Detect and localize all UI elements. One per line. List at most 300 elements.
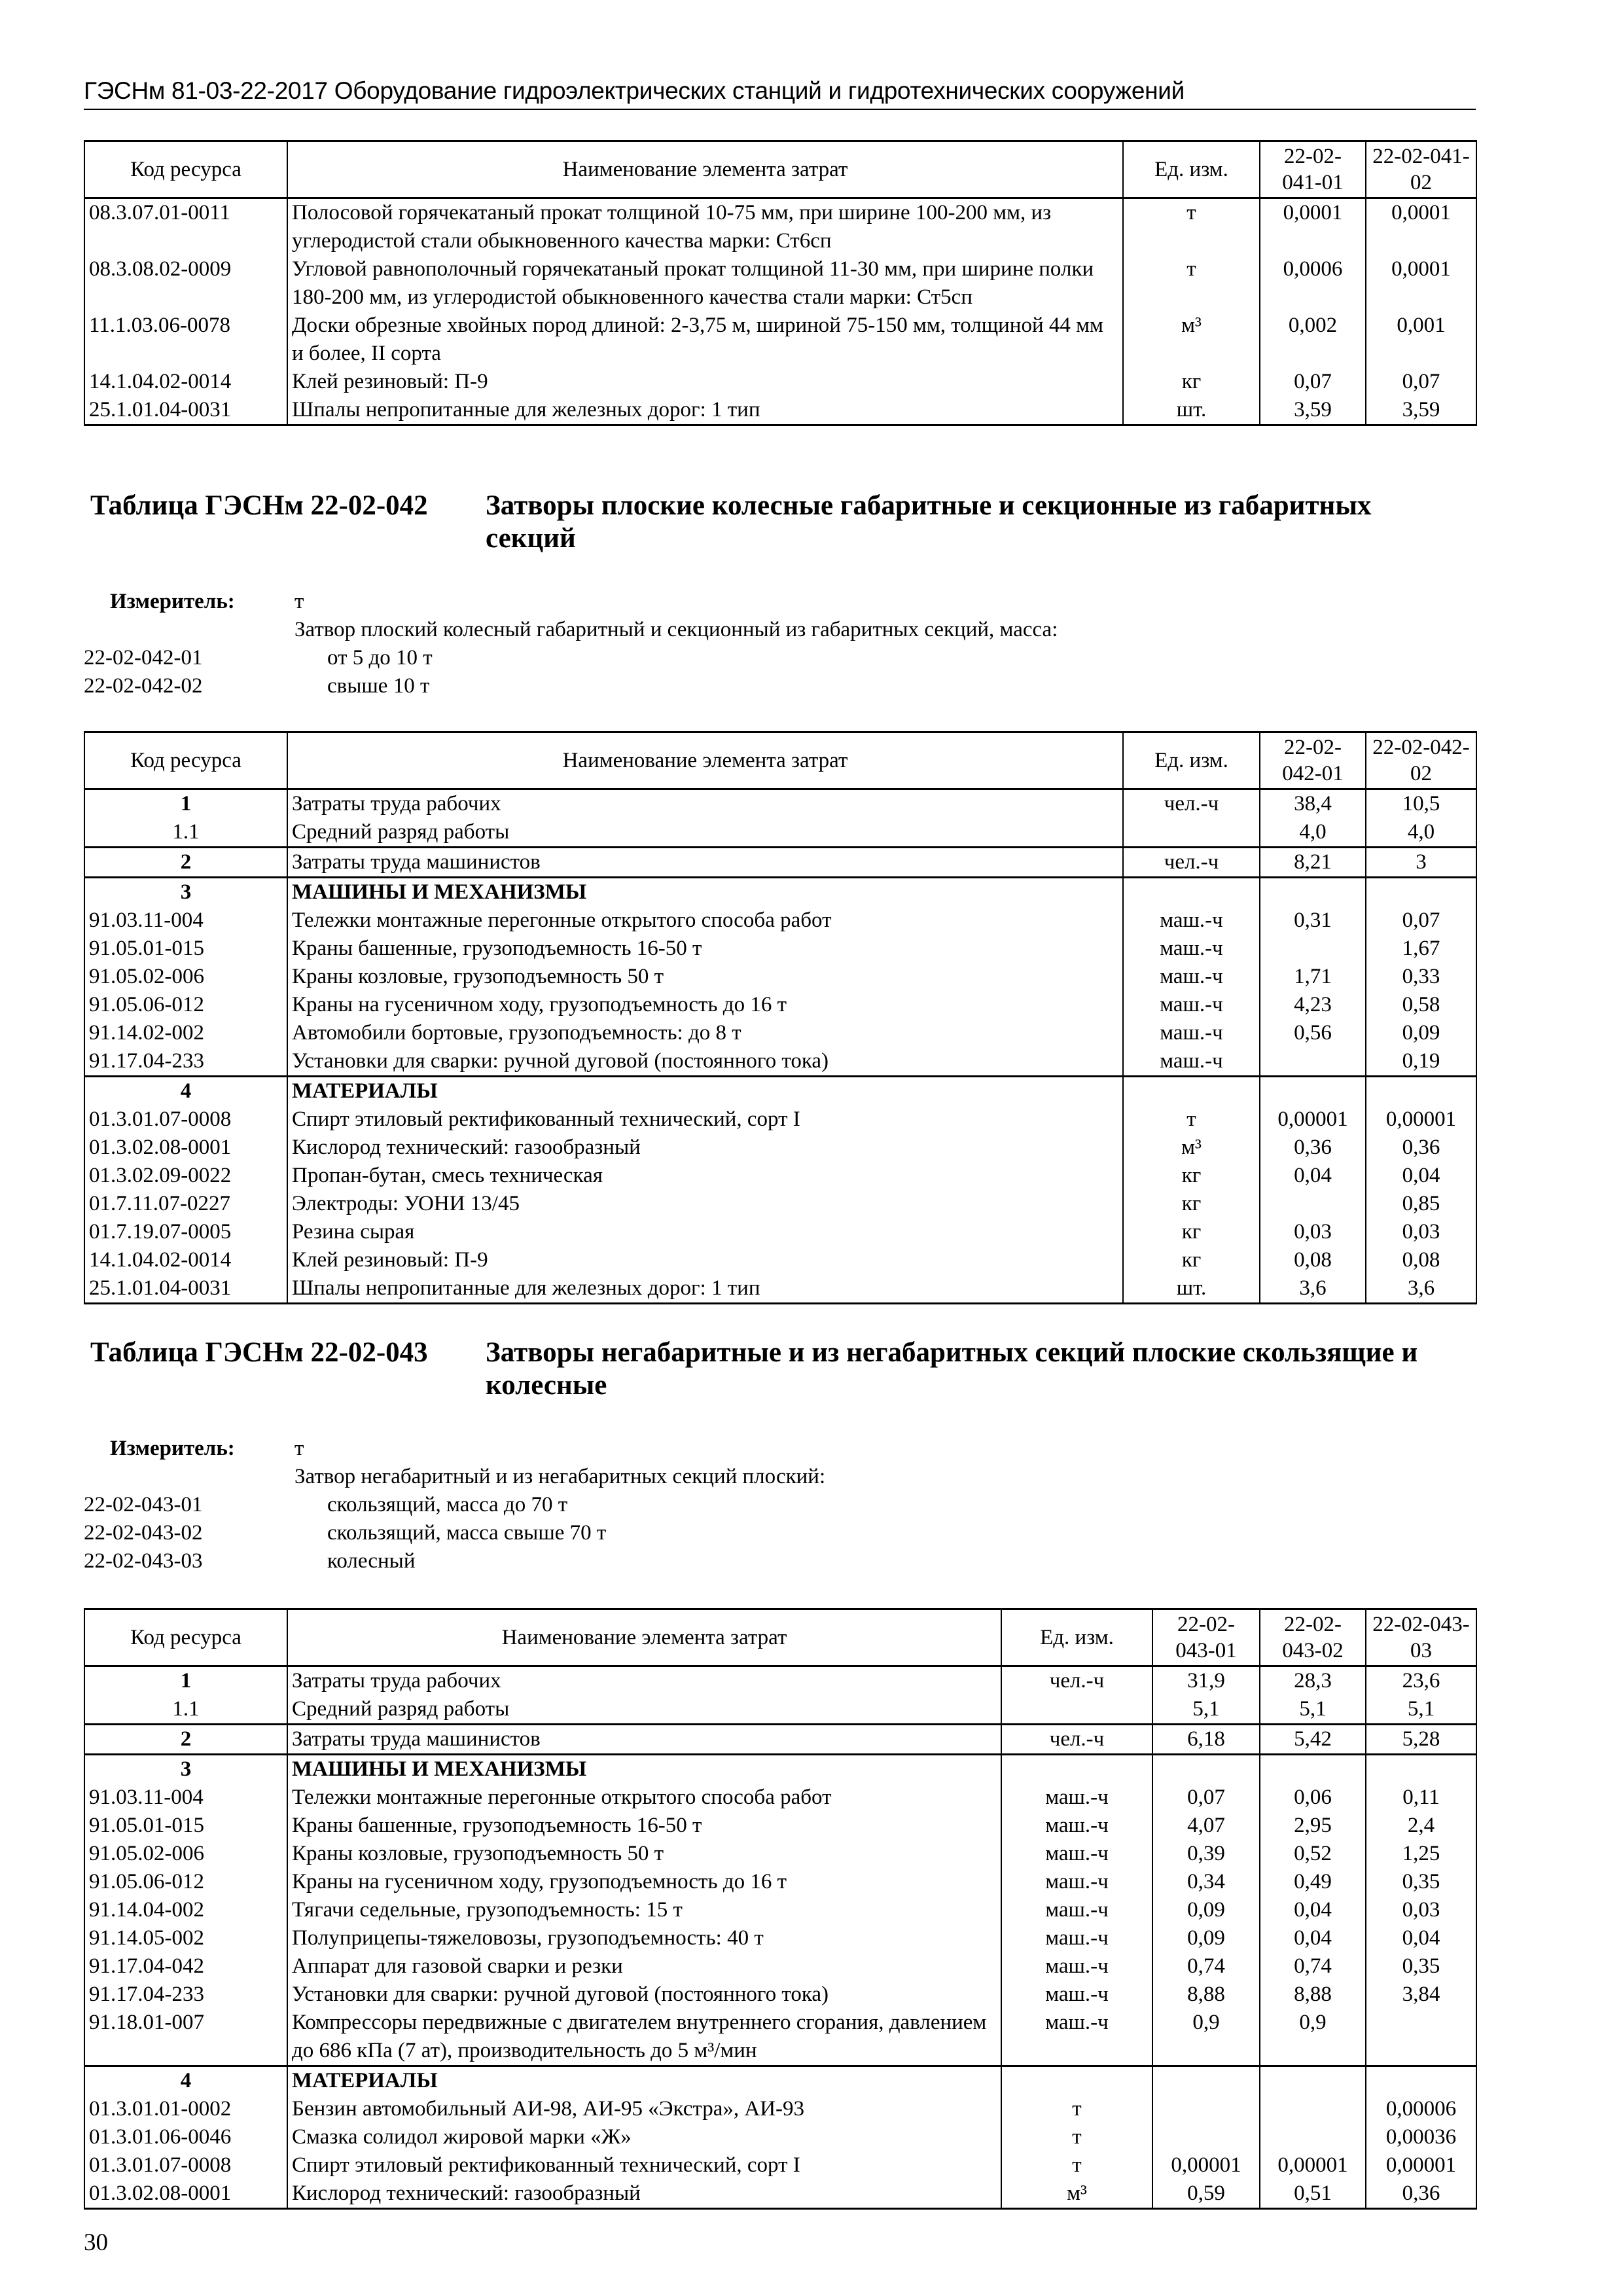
table-row <box>84 2179 1476 2209</box>
norm-value: 0,00036 <box>1366 2123 1476 2151</box>
unit: маш.-ч <box>1001 1812 1152 1840</box>
norm-value <box>1366 1077 1476 1106</box>
norm-value <box>1260 2095 1366 2123</box>
norm-value: 0,00001 <box>1260 1105 1366 1134</box>
norm-value: 0,04 <box>1260 1924 1366 1952</box>
measure-unit: т <box>294 590 304 613</box>
norm-value: 0,9 <box>1260 2009 1366 2066</box>
unit: т <box>1123 198 1260 256</box>
resource-name: МАТЕРИАЛЫ <box>287 1077 1123 1106</box>
table-row <box>84 312 1476 368</box>
resource-name: Средний разряд работы <box>287 1695 1001 1725</box>
unit: чел.-ч <box>1001 1725 1152 1755</box>
table-row <box>84 1924 1476 1952</box>
norm-value: 0,0001 <box>1366 198 1476 256</box>
norm-value: 0,35 <box>1366 1952 1476 1981</box>
table-row <box>84 198 1476 256</box>
resource-table-043 <box>84 1608 1477 2210</box>
resource-name: Клей резиновый: П-9 <box>287 1246 1123 1274</box>
unit: т <box>1001 2095 1152 2123</box>
norm-value: 3,6 <box>1260 1274 1366 1304</box>
resource-code: 25.1.01.04-0031 <box>84 1274 287 1304</box>
measure-row <box>84 616 1458 644</box>
measure-item-text: скользящий, масса до 70 т <box>327 1493 568 1516</box>
resource-code: 1 <box>84 789 287 819</box>
norm-value: 4,0 <box>1260 818 1366 848</box>
resource-code: 91.17.04-233 <box>84 1981 287 2009</box>
norm-value: 0,11 <box>1366 1784 1476 1812</box>
norm-value: 0,34 <box>1152 1868 1260 1896</box>
resource-code: 91.05.06-012 <box>84 991 287 1019</box>
measure-item-code: 22-02-042-02 <box>84 674 203 698</box>
measure-item-code: 22-02-043-01 <box>84 1493 203 1516</box>
resource-code: 91.05.02-006 <box>84 963 287 991</box>
norm-value: 0,19 <box>1366 1047 1476 1077</box>
measure-item <box>84 644 1458 672</box>
resource-name: Электроды: УОНИ 13/45 <box>287 1190 1123 1218</box>
table-row <box>84 1695 1476 1725</box>
norm-value: 0,74 <box>1260 1952 1366 1981</box>
resource-name: Резина сырая <box>287 1218 1123 1246</box>
col-header-name: Наименование элемента затрат <box>287 732 1123 789</box>
norm-value: 0,51 <box>1260 2179 1366 2209</box>
norm-value: 0,36 <box>1366 1134 1476 1162</box>
unit: маш.-ч <box>1001 1840 1152 1868</box>
resource-name: Средний разряд работы <box>287 818 1123 848</box>
norm-value: 28,3 <box>1260 1666 1366 1696</box>
norm-value: 1,25 <box>1366 1840 1476 1868</box>
unit: кг <box>1123 1162 1260 1190</box>
table-number: Таблица ГЭСНм 22-02-043 <box>90 1337 428 1368</box>
norm-value <box>1260 878 1366 907</box>
resource-code: 14.1.04.02-0014 <box>84 368 287 396</box>
measure-item-text: свыше 10 т <box>327 674 430 698</box>
unit: кг <box>1123 1190 1260 1218</box>
table-heading: Затворы плоские колесные габаритные и секционные из габаритных секций <box>486 490 1372 554</box>
resource-name: Кислород технический: газообразный <box>287 1134 1123 1162</box>
resource-name: Бензин автомобильный АИ-98, АИ-95 «Экстра», АИ-93 <box>287 2095 1001 2123</box>
resource-code: 11.1.03.06-0078 <box>84 312 287 368</box>
resource-code: 1 <box>84 1666 287 1696</box>
table-row <box>84 848 1476 878</box>
norm-value: 3,6 <box>1366 1274 1476 1304</box>
norm-value: 0,31 <box>1260 906 1366 935</box>
resource-name: Затраты труда машинистов <box>287 848 1123 878</box>
resource-name: Тележки монтажные перегонные открытого способа работ <box>287 906 1123 935</box>
unit <box>1001 1755 1152 1784</box>
norm-value: 1,71 <box>1260 963 1366 991</box>
resource-name: Клей резиновый: П-9 <box>287 368 1123 396</box>
unit: маш.-ч <box>1001 2009 1152 2066</box>
resource-name: Краны башенные, грузоподъемность 16-50 т <box>287 935 1123 963</box>
norm-value: 0,07 <box>1260 368 1366 396</box>
col-header-unit: Ед. изм. <box>1001 1609 1152 1666</box>
table-row <box>84 991 1476 1019</box>
norm-value: 0,08 <box>1260 1246 1366 1274</box>
norm-value: 0,09 <box>1366 1019 1476 1047</box>
norm-value: 0,07 <box>1366 906 1476 935</box>
col-header-unit: Ед. изм. <box>1123 141 1260 198</box>
resource-code: 91.17.04-233 <box>84 1047 287 1077</box>
measure-unit: т <box>294 1437 304 1460</box>
table-row <box>84 1019 1476 1047</box>
table-row <box>84 1047 1476 1077</box>
unit: маш.-ч <box>1123 906 1260 935</box>
table-row <box>84 906 1476 935</box>
measure-item-code: 22-02-043-02 <box>84 1521 203 1545</box>
norm-value: 0,07 <box>1152 1784 1260 1812</box>
resource-name: МАШИНЫ И МЕХАНИЗМЫ <box>287 878 1123 907</box>
measure-label: Измеритель: <box>110 590 235 613</box>
unit: шт. <box>1123 1274 1260 1304</box>
resource-name: Угловой равнополочный горячекатаный прокат толщиной 11-30 мм, при ширине полки 180-200 мм, из углеродистой обыкновенного качества стали марки: Ст5сп <box>287 255 1123 312</box>
norm-value <box>1366 2009 1476 2066</box>
norm-value: 0,00001 <box>1366 2151 1476 2179</box>
col-header-code: Код ресурса <box>84 141 287 198</box>
unit: т <box>1123 1105 1260 1134</box>
norm-value: 3,59 <box>1260 396 1366 425</box>
resource-code: 91.03.11-004 <box>84 906 287 935</box>
resource-code: 01.3.01.06-0046 <box>84 2123 287 2151</box>
col-header-norm: 22-02-041-01 <box>1260 141 1366 198</box>
norm-value: 0,85 <box>1366 1190 1476 1218</box>
norm-value: 0,09 <box>1152 1896 1260 1924</box>
resource-name: МАТЕРИАЛЫ <box>287 2066 1001 2096</box>
resource-table-042 <box>84 731 1477 1304</box>
norm-value: 4,23 <box>1260 991 1366 1019</box>
norm-value: 0,00001 <box>1260 2151 1366 2179</box>
norm-value: 0,04 <box>1366 1162 1476 1190</box>
resource-code: 2 <box>84 1725 287 1755</box>
table-row <box>84 1162 1476 1190</box>
table-row <box>84 1134 1476 1162</box>
resource-code: 3 <box>84 878 287 907</box>
page-header: ГЭСНм 81-03-22-2017 Оборудование гидроэлектрических станций и гидротехнических сооружений <box>84 77 1476 110</box>
resource-name: МАШИНЫ И МЕХАНИЗМЫ <box>287 1755 1001 1784</box>
header-row <box>84 1609 1476 1666</box>
norm-value <box>1152 2095 1260 2123</box>
norm-value: 0,04 <box>1260 1162 1366 1190</box>
resource-code: 25.1.01.04-0031 <box>84 396 287 425</box>
norm-value: 2,4 <box>1366 1812 1476 1840</box>
norm-value: 0,03 <box>1366 1896 1476 1924</box>
norm-value: 5,42 <box>1260 1725 1366 1755</box>
table-row <box>84 2123 1476 2151</box>
norm-value: 0,36 <box>1260 1134 1366 1162</box>
unit: маш.-ч <box>1123 1019 1260 1047</box>
resource-code: 01.3.01.07-0008 <box>84 2151 287 2179</box>
unit: т <box>1001 2123 1152 2151</box>
resource-code: 91.05.01-015 <box>84 1812 287 1840</box>
resource-code: 91.05.06-012 <box>84 1868 287 1896</box>
norm-value: 0,03 <box>1366 1218 1476 1246</box>
norm-value: 0,001 <box>1366 312 1476 368</box>
resource-name: Затраты труда рабочих <box>287 789 1123 819</box>
unit <box>1123 878 1260 907</box>
resource-name: Шпалы непропитанные для железных дорог: 1 тип <box>287 1274 1123 1304</box>
norm-value: 0,00001 <box>1152 2151 1260 2179</box>
unit: маш.-ч <box>1001 1981 1152 2009</box>
resource-code: 01.3.02.08-0001 <box>84 2179 287 2209</box>
norm-value: 3,84 <box>1366 1981 1476 2009</box>
resource-name: Тележки монтажные перегонные открытого способа работ <box>287 1784 1001 1812</box>
norm-value: 5,1 <box>1260 1695 1366 1725</box>
resource-code: 3 <box>84 1755 287 1784</box>
norm-value <box>1366 878 1476 907</box>
norm-value: 8,88 <box>1260 1981 1366 2009</box>
col-header-name: Наименование элемента затрат <box>287 1609 1001 1666</box>
resource-table-041 <box>84 140 1477 426</box>
table-row <box>84 1812 1476 1840</box>
norm-value <box>1260 935 1366 963</box>
measure-item <box>84 1547 1458 1575</box>
resource-code: 08.3.07.01-0011 <box>84 198 287 256</box>
resource-code: 01.3.02.09-0022 <box>84 1162 287 1190</box>
norm-value <box>1260 1077 1366 1106</box>
unit: м³ <box>1001 2179 1152 2209</box>
measure-row <box>84 588 1458 616</box>
table-row <box>84 1105 1476 1134</box>
norm-value: 4,07 <box>1152 1812 1260 1840</box>
norm-value: 0,36 <box>1366 2179 1476 2209</box>
measure-item-code: 22-02-043-03 <box>84 1549 203 1573</box>
col-header-code: Код ресурса <box>84 732 287 789</box>
resource-name: Доски обрезные хвойных пород длиной: 2-3,75 м, шириной 75-150 мм, толщиной 44 мм и более, II сорта <box>287 312 1123 368</box>
norm-value: 38,4 <box>1260 789 1366 819</box>
unit: т <box>1001 2151 1152 2179</box>
unit <box>1001 2066 1152 2096</box>
resource-name: Краны на гусеничном ходу, грузоподъемность до 16 т <box>287 991 1123 1019</box>
norm-value: 0,56 <box>1260 1019 1366 1047</box>
norm-value: 1,67 <box>1366 935 1476 963</box>
measure-item <box>84 1491 1458 1519</box>
norm-value: 10,5 <box>1366 789 1476 819</box>
norm-value: 0,49 <box>1260 1868 1366 1896</box>
resource-code: 4 <box>84 2066 287 2096</box>
norm-value: 0,35 <box>1366 1868 1476 1896</box>
norm-value: 0,9 <box>1152 2009 1260 2066</box>
col-header-unit: Ед. изм. <box>1123 732 1260 789</box>
norm-value: 0,00006 <box>1366 2095 1476 2123</box>
table-row <box>84 1190 1476 1218</box>
measure-item-text: скользящий, масса свыше 70 т <box>327 1521 607 1545</box>
col-header-norm: 22-02-043-03 <box>1366 1609 1476 1666</box>
resource-name: Аппарат для газовой сварки и резки <box>287 1952 1001 1981</box>
norm-value: 3 <box>1366 848 1476 878</box>
measure-item-code: 22-02-042-01 <box>84 646 203 670</box>
table-row <box>84 1218 1476 1246</box>
unit: чел.-ч <box>1123 789 1260 819</box>
norm-value <box>1260 1047 1366 1077</box>
norm-value: 3,59 <box>1366 396 1476 425</box>
table-row <box>84 935 1476 963</box>
resource-code: 01.3.01.01-0002 <box>84 2095 287 2123</box>
unit: м³ <box>1123 312 1260 368</box>
resource-name: Краны козловые, грузоподъемность 50 т <box>287 1840 1001 1868</box>
norm-value: 0,00001 <box>1366 1105 1476 1134</box>
unit: кг <box>1123 1246 1260 1274</box>
norm-value: 0,06 <box>1260 1784 1366 1812</box>
resource-code: 91.14.02-002 <box>84 1019 287 1047</box>
measure-row <box>84 1463 1458 1491</box>
resource-code: 91.18.01-007 <box>84 2009 287 2066</box>
unit: кг <box>1123 1218 1260 1246</box>
unit <box>1001 1695 1152 1725</box>
table-row <box>84 2151 1476 2179</box>
col-header-norm: 22-02-041-02 <box>1366 141 1476 198</box>
unit: кг <box>1123 368 1260 396</box>
unit: т <box>1123 255 1260 312</box>
unit: маш.-ч <box>1123 963 1260 991</box>
col-header-code: Код ресурса <box>84 1609 287 1666</box>
norm-value <box>1260 1755 1366 1784</box>
col-header-name: Наименование элемента затрат <box>287 141 1123 198</box>
table-number: Таблица ГЭСНм 22-02-042 <box>90 490 428 521</box>
norm-value <box>1260 2123 1366 2151</box>
measure-item <box>84 1519 1458 1547</box>
resource-code: 91.17.04-042 <box>84 1952 287 1981</box>
measure-block-043 <box>84 1435 1458 1575</box>
table-row <box>84 818 1476 848</box>
resource-name: Компрессоры передвижные с двигателем внутреннего сгорания, давлением до 686 кПа (7 ат), производительность до 5 м³/мин <box>287 2009 1001 2066</box>
table-row <box>84 1274 1476 1304</box>
measure-description: Затвор негабаритный и из негабаритных секций плоский: <box>294 1465 826 1488</box>
norm-value: 5,28 <box>1366 1725 1476 1755</box>
resource-name: Тягачи седельные, грузоподъемность: 15 т <box>287 1896 1001 1924</box>
resource-name: Затраты труда машинистов <box>287 1725 1001 1755</box>
unit: шт. <box>1123 396 1260 425</box>
resource-name: Кислород технический: газообразный <box>287 2179 1001 2209</box>
table-row <box>84 1246 1476 1274</box>
table-row <box>84 1755 1476 1784</box>
norm-value: 2,95 <box>1260 1812 1366 1840</box>
norm-value: 5,1 <box>1366 1695 1476 1725</box>
resource-code: 2 <box>84 848 287 878</box>
measure-row <box>84 1435 1458 1463</box>
table-row <box>84 1666 1476 1696</box>
norm-value: 4,0 <box>1366 818 1476 848</box>
resource-code: 1.1 <box>84 818 287 848</box>
table-row <box>84 396 1476 425</box>
table-row <box>84 1868 1476 1896</box>
unit: маш.-ч <box>1001 1896 1152 1924</box>
page-number: 30 <box>84 2229 108 2256</box>
table-row <box>84 1896 1476 1924</box>
resource-name: Автомобили бортовые, грузоподъемность: до 8 т <box>287 1019 1123 1047</box>
unit <box>1123 818 1260 848</box>
table-row <box>84 1840 1476 1868</box>
norm-value: 0,0001 <box>1366 255 1476 312</box>
unit: маш.-ч <box>1123 935 1260 963</box>
col-header-norm: 22-02-042-01 <box>1260 732 1366 789</box>
norm-value: 0,04 <box>1260 1896 1366 1924</box>
measure-item-text: колесный <box>327 1549 416 1573</box>
norm-value: 0,002 <box>1260 312 1366 368</box>
resource-name: Шпалы непропитанные для железных дорог: 1 тип <box>287 396 1123 425</box>
resource-name: Спирт этиловый ректификованный технический, сорт I <box>287 2151 1001 2179</box>
table-row <box>84 2095 1476 2123</box>
resource-code: 01.3.02.08-0001 <box>84 1134 287 1162</box>
resource-code: 91.05.02-006 <box>84 1840 287 1868</box>
measure-item <box>84 672 1458 700</box>
norm-value: 6,18 <box>1152 1725 1260 1755</box>
norm-value: 31,9 <box>1152 1666 1260 1696</box>
resource-code: 01.7.11.07-0227 <box>84 1190 287 1218</box>
resource-name: Смазка солидол жировой марки «Ж» <box>287 2123 1001 2151</box>
col-header-norm: 22-02-043-02 <box>1260 1609 1366 1666</box>
norm-value: 8,21 <box>1260 848 1366 878</box>
table-row <box>84 1784 1476 1812</box>
resource-name: Краны башенные, грузоподъемность 16-50 т <box>287 1812 1001 1840</box>
resource-name: Полосовой горячекатаный прокат толщиной 10-75 мм, при ширине 100-200 мм, из углеродистой стали обыкновенного качества марки: Ст6сп <box>287 198 1123 256</box>
norm-value: 0,09 <box>1152 1924 1260 1952</box>
resource-code: 91.14.04-002 <box>84 1896 287 1924</box>
norm-value: 23,6 <box>1366 1666 1476 1696</box>
table-row <box>84 368 1476 396</box>
norm-value: 0,33 <box>1366 963 1476 991</box>
resource-code: 4 <box>84 1077 287 1106</box>
norm-value: 0,03 <box>1260 1218 1366 1246</box>
norm-value <box>1260 1190 1366 1218</box>
norm-value <box>1366 2066 1476 2096</box>
table-row <box>84 963 1476 991</box>
norm-value <box>1366 1755 1476 1784</box>
norm-value: 0,04 <box>1366 1924 1476 1952</box>
col-header-norm: 22-02-042-02 <box>1366 732 1476 789</box>
unit <box>1123 1077 1260 1106</box>
header-row <box>84 141 1476 198</box>
resource-name: Полуприцепы-тяжеловозы, грузоподъемность: 40 т <box>287 1924 1001 1952</box>
resource-code: 01.7.19.07-0005 <box>84 1218 287 1246</box>
norm-value <box>1152 2066 1260 2096</box>
table-row <box>84 255 1476 312</box>
table-row <box>84 1077 1476 1106</box>
norm-value <box>1152 1755 1260 1784</box>
norm-value: 0,39 <box>1152 1840 1260 1868</box>
unit: чел.-ч <box>1001 1666 1152 1696</box>
norm-value: 0,08 <box>1366 1246 1476 1274</box>
measure-description: Затвор плоский колесный габаритный и секционный из габаритных секций, масса: <box>294 618 1058 641</box>
unit: маш.-ч <box>1001 1924 1152 1952</box>
resource-name: Краны на гусеничном ходу, грузоподъемность до 16 т <box>287 1868 1001 1896</box>
resource-name: Спирт этиловый ректификованный технический, сорт I <box>287 1105 1123 1134</box>
table-row <box>84 1981 1476 2009</box>
unit: маш.-ч <box>1123 1047 1260 1077</box>
norm-value <box>1152 2123 1260 2151</box>
resource-code: 91.14.05-002 <box>84 1924 287 1952</box>
unit: маш.-ч <box>1001 1868 1152 1896</box>
unit: чел.-ч <box>1123 848 1260 878</box>
norm-value: 0,0001 <box>1260 198 1366 256</box>
resource-name: Затраты труда рабочих <box>287 1666 1001 1696</box>
unit: маш.-ч <box>1001 1784 1152 1812</box>
table-row <box>84 1725 1476 1755</box>
table-row <box>84 789 1476 819</box>
measure-block-042 <box>84 588 1458 700</box>
resource-name: Установки для сварки: ручной дуговой (постоянного тока) <box>287 1047 1123 1077</box>
table-row <box>84 2066 1476 2096</box>
measure-item-text: от 5 до 10 т <box>327 646 433 670</box>
resource-code: 14.1.04.02-0014 <box>84 1246 287 1274</box>
resource-code: 01.3.01.07-0008 <box>84 1105 287 1134</box>
norm-value: 5,1 <box>1152 1695 1260 1725</box>
resource-code: 08.3.08.02-0009 <box>84 255 287 312</box>
resource-code: 1.1 <box>84 1695 287 1725</box>
resource-name: Установки для сварки: ручной дуговой (постоянного тока) <box>287 1981 1001 2009</box>
measure-label: Измеритель: <box>110 1437 235 1460</box>
table-row <box>84 2009 1476 2066</box>
norm-value: 8,88 <box>1152 1981 1260 2009</box>
